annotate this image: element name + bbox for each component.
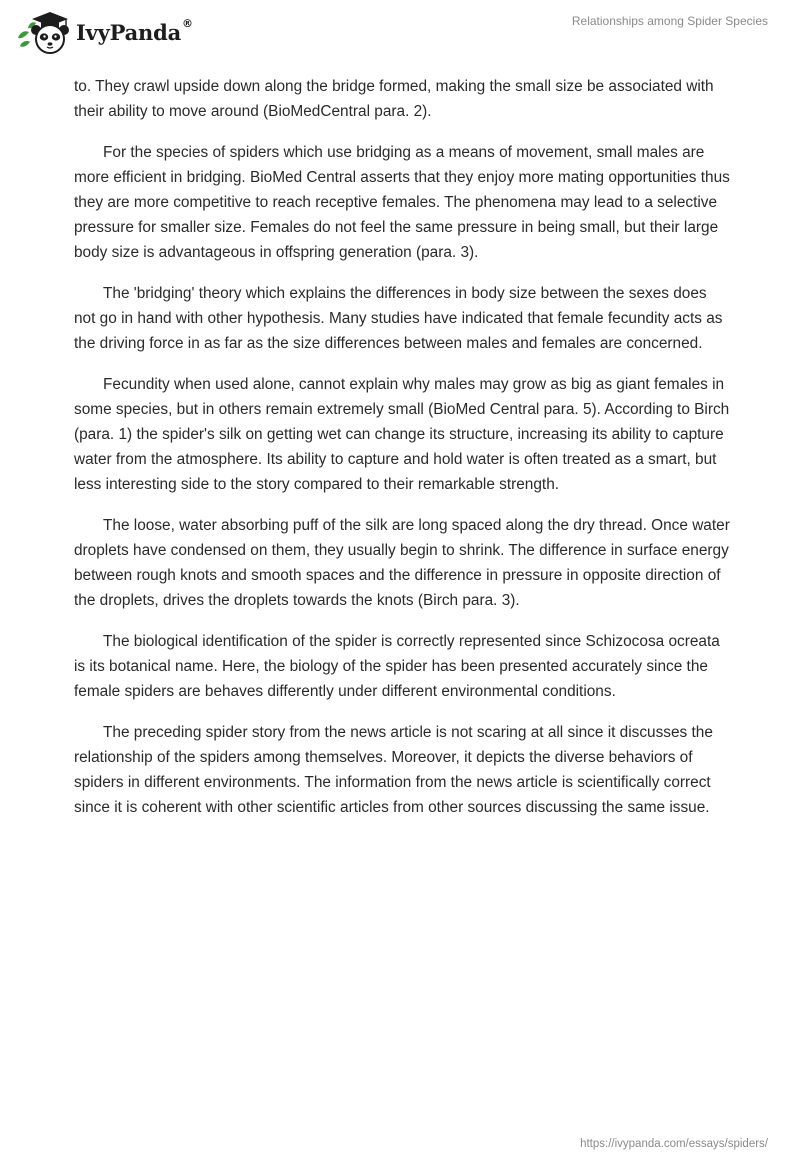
paragraph: to. They crawl upside down along the bridge formed, making the small size be associated with their ability to move around (BioMedCentral para. 2). xyxy=(74,78,714,120)
paragraph: Fecundity when used alone, cannot explain why males may grow as big as giant females in some species, but in others remain extremely small (BioMed Central para. 5). According to Birch (para. 1) the spider's silk on getting wet can change its structure, increasing its ability to capture water from the atmosphere. Its ability to capture and hold water is often treated as a smart, but less interesting side to the story compared to their remarkable strength. xyxy=(74,376,730,493)
paragraph: For the species of spiders which use bridging as a means of movement, small males are more efficient in bridging. BioMed Central asserts that they enjoy more mating opportunities thus they are more competitive to reach receptive females. The phenomena may lead to a selective pressure for smaller size. Females do not feel the same pressure in being small, but their large body size is advantageous in offspring generation (para. 3). xyxy=(74,144,730,261)
essay-body xyxy=(74,74,730,836)
paragraph: The preceding spider story from the news article is not scaring at all since it discusses the relationship of the spiders among themselves. Moreover, it depicts the diverse behaviors of spiders in different environments. The information from the news article is scientifically correct since it is coherent with other scientific articles from other sources discussing the same issue. xyxy=(74,724,713,816)
source-url-link[interactable]: https://ivypanda.com/essays/spiders/ xyxy=(580,1138,768,1150)
paragraph: The loose, water absorbing puff of the silk are long spaced along the dry thread. Once water droplets have condensed on them, they usually begin to shrink. The difference in surface energy between rough knots and smooth spaces and the difference in pressure in opposite direction of the droplets, drives the droplets towards the knots (Birch para. 3). xyxy=(74,517,730,609)
ivypanda-logo[interactable] xyxy=(14,8,193,54)
registered-mark: ® xyxy=(182,16,193,30)
logo-wordmark-text: IvyPanda xyxy=(76,19,182,45)
paragraph: The biological identification of the spider is correctly represented since Schizocosa ocreata is its botanical name. Here, the biology of the spider has been presented accurately since the female spiders are behaves differently under different environmental conditions. xyxy=(74,633,720,700)
paragraph: The 'bridging' theory which explains the differences in body size between the sexes does not go in hand with other hypothesis. Many studies have indicated that female fecundity acts as the driving force in as far as the size differences between males and females are concerned. xyxy=(74,285,723,352)
panda-graduate-icon xyxy=(14,8,72,54)
document-title: Relationships among Spider Species xyxy=(571,14,768,28)
logo-wordmark xyxy=(76,16,193,45)
page-header xyxy=(0,0,800,60)
